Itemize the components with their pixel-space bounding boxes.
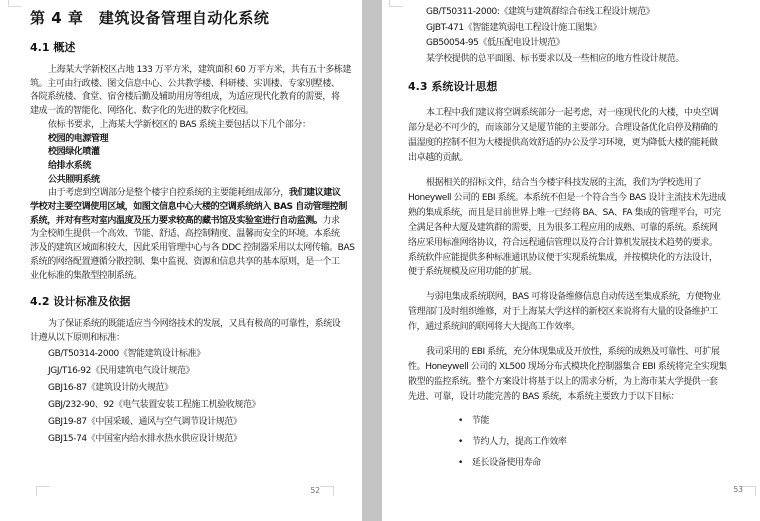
- spacer: [408, 335, 738, 345]
- paragraph-line: 根据相关的招标文件，结合当今楼宇科技发展的主流，我们为学校选用了: [426, 178, 702, 189]
- list-item-bold: 给排水系统: [48, 160, 92, 171]
- paragraph-line: 涉及的建筑区域面积较大，因此采用管理中心与各 DDC 控制器采用以太网传输。BAS: [30, 243, 355, 254]
- section-heading: 4.1 概述: [30, 41, 76, 54]
- paragraph-line: 性。Honeywell 公司的 XL500 现场分布式模块化控制器集合 EBI 系统将完全实现集: [408, 362, 727, 372]
- list-item-bold: 校园的电源管理: [48, 133, 109, 144]
- standard-item: GBJ19-87《中国采暖、通风与空气调节设计规范》: [48, 416, 242, 427]
- paragraph-line: 络应采用标准网络协议，符合远程通信管理以及符合计算机发展技术趋势的要求。: [408, 237, 718, 248]
- paragraph-line: [30, 187, 353, 201]
- margin-corner-mark: [8, 0, 22, 7]
- chapter-title: 第 4 章 建筑设备管理自动化系统: [30, 9, 270, 27]
- standard-item: GBJ16-87《建筑设计防火规范》: [48, 382, 173, 393]
- paragraph-line: Honeywell 公司的 EBI 系统。本系统不但是一个符合当今 BAS 设计主流技术先进成: [408, 192, 726, 203]
- margin-corner-mark: [320, 486, 334, 496]
- paragraph-line: 业化标准的集散型控制系统。: [30, 270, 142, 281]
- paragraph-line: 系统的网络配置遵循分散控制、集中监视、资源和信息共享的基本原则，是一个工: [30, 256, 340, 267]
- bullet-icon: •: [458, 436, 463, 447]
- spacer: [408, 280, 738, 290]
- margin-corner-mark: [389, 0, 403, 7]
- paragraph-line: 为全校师生提供一个高效、节能、舒适、高控制精度、温馨而安全的环境。本系统: [30, 229, 340, 240]
- bullet-item: [408, 453, 738, 474]
- page-number: 53: [733, 485, 743, 494]
- page-number: 52: [310, 486, 320, 495]
- standard-item: GB/T50311-2000:《建筑与建筑群综合布线工程设计规范》: [426, 7, 655, 17]
- margin-corner-mark: [36, 486, 50, 496]
- paragraph-line: 依标书要求，上海某大学新校区的 BAS 系统主要包括以下几个部分：: [48, 119, 311, 130]
- margin-corner-mark: [742, 486, 756, 496]
- bold-text-segment: 我们建议建议: [288, 188, 341, 199]
- text-segment: 由于考虑到空调部分是整个楼宇自控系统的主要能耗组成部分，: [48, 188, 289, 199]
- bold-text-segment: 系统，并对有些对室内温度及压力要求较高的藏书馆及实验室进行自动监测。: [30, 215, 323, 226]
- spacer: [408, 166, 738, 176]
- paragraph-line: 与弱电集成系统联网，BAS 可将设备维修信息自动传送至集成系统，方便物业: [426, 292, 721, 303]
- paragraph-line: 各院系统楼、食堂、宿舍楼后勤及辅助用房等组成，为适应现代化教育的需要，将: [30, 92, 340, 103]
- text-segment: 力求: [322, 215, 340, 226]
- bullet-icon: •: [458, 415, 463, 426]
- paragraph-line: 熟的集成系统，而且是目前世界上唯一已经将 BA、SA、FA 集成的管理平台，可完: [408, 207, 721, 218]
- paragraph-line: 作，通过系统间的联网将大大提高工作效率。: [408, 322, 581, 333]
- section-heading: 4.3 系统设计思想: [408, 80, 498, 94]
- standard-item: GBJ/232-90、92《电气装置安装工程施工机验收规范》: [48, 399, 261, 410]
- standard-item: JGJ/T16-92《民用建筑电气设计规范》: [48, 365, 195, 376]
- bullet-text: 延长设备使用寿命: [471, 457, 541, 468]
- paragraph-line: 散型的监控系统。整个方案设计将基于以上的需求分析，为上海市某大学提供一套: [408, 376, 718, 387]
- bullet-text: 节约人力，提高工作效率: [471, 436, 567, 447]
- standard-item: GB50054-95《低压配电设计规范》: [426, 38, 565, 48]
- paragraph-line: 先进、可靠，设计功能完善的 BAS 系统，本系统主要致力于以下目标：: [408, 391, 680, 402]
- page-52: [0, 0, 362, 521]
- paragraph-line: 计遵从以下原则和标准：: [30, 332, 125, 343]
- paragraph-line: 部分是必不可少的，而该部分又是厦节能的主要部分。合理设备优化启停及精确的: [408, 123, 718, 134]
- list-item-bold: 校园绿化喷灌: [48, 147, 100, 158]
- list-item-bold: 公共照明系统: [48, 174, 100, 185]
- paragraph-line: 筑。主可由行政楼、图文信息中心、公共教学楼、科研楼、实训楼、专家别墅楼、: [30, 78, 340, 89]
- paragraph-line: 系统软件应能提供多种标准通讯协议便于实现系统集成，并按模块化的方法设计，: [408, 252, 718, 263]
- paragraph-line: 管理部门及时组织维修，对于上海某大学这样的新校区来说将有大量的设备维护工: [408, 307, 718, 318]
- standard-item: GB/T50314-2000《智能建筑设计标准》: [48, 348, 205, 359]
- bullet-item: [408, 411, 738, 432]
- bullet-item: [408, 432, 738, 453]
- paragraph-line: 某学校提供的总平面图、标书要求以及一些相应的地方性设计规范。: [426, 53, 685, 64]
- paragraph-line: 温湿度的控制不但为大楼提供高效舒适的办公及学习环境，更为降低大楼的能耗做: [408, 138, 718, 149]
- paragraph-line: 我司采用的 EBI 系统，充分体现集成及开放性，系统的成熟及可靠性、可扩展: [426, 347, 720, 358]
- paragraph-line: [30, 215, 353, 229]
- page-content: [30, 8, 353, 448]
- paragraph-line: 学校对主要空调使用区域，如图文信息中心大楼的空调系统纳入 BAS 自动管理控制: [30, 202, 347, 213]
- bullet-text: 节能: [471, 415, 490, 426]
- section-heading: 4.2 设计标准及依据: [30, 295, 131, 309]
- page-53: [382, 0, 760, 521]
- paragraph-line: 上海某大学新校区占地 133 万平方米，建筑面积 60 万平方米，共有五十多栋建: [48, 65, 352, 75]
- standard-item: GBJ15-74《中国室内给水排水热水供应设计规范》: [48, 433, 242, 444]
- standard-item: GJBT-471《智能建筑弱电工程设计施工图集》: [426, 22, 602, 33]
- paragraph-line: 全满足各种大厦及建筑群的需要，且为很多工程应用的成熟、可靠的系统。系统网: [408, 222, 718, 233]
- paragraph-line: 便于系统规模及应用功能的扩展。: [408, 267, 538, 278]
- paragraph-line: 建成一流的智能化、网络化、数字化的先进的数字化校园。: [30, 106, 254, 117]
- paragraph-line: 本工程中我们建议将空调系统部分一起考虑，对一座现代化的大楼，中央空调: [426, 108, 719, 119]
- paragraph-line: 为了保证系统的既能适应当今网络技术的发展，又具有极高的可靠性，系统设: [48, 319, 341, 330]
- bullet-icon: •: [458, 457, 463, 468]
- paragraph-line: 出卓越的贡献。: [408, 153, 469, 164]
- page-content: [408, 5, 738, 474]
